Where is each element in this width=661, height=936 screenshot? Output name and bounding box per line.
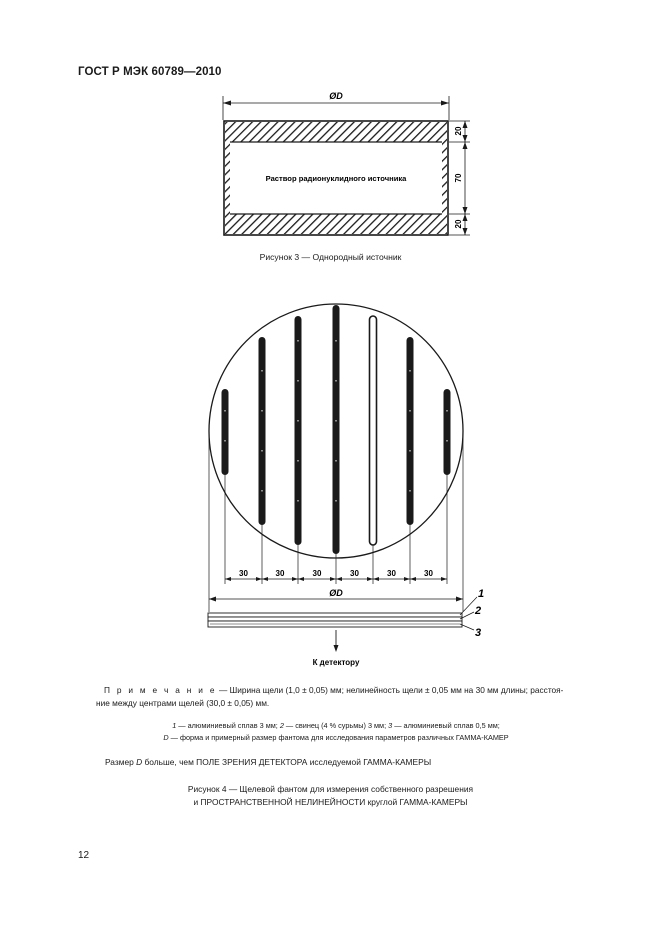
- layer-1: [208, 613, 462, 617]
- phantom-diameter-label: ØD: [329, 588, 343, 598]
- figure-4-slit-phantom: [0, 280, 661, 675]
- size-statement: [105, 757, 431, 767]
- slit-6: [407, 337, 414, 525]
- slit-3: [295, 316, 302, 545]
- detector-arrow: [313, 630, 360, 667]
- slit-4: [333, 305, 340, 554]
- note-text-1: — Ширина щели (1,0 ± 0,05) мм; нелинейность щели ± 0,05 мм на 30 мм длины; расстоя-: [216, 685, 564, 695]
- legend-n2: 2: [279, 721, 284, 730]
- legend-n3: 3: [388, 721, 393, 730]
- caption-line-2: и ПРОСТРАНСТВЕННОЙ НЕЛИНЕЙНОСТИ круглой ГАММА-КАМЕРЫ: [193, 796, 468, 807]
- spacing-label-1: 30: [239, 569, 248, 578]
- right-wall: [442, 122, 447, 234]
- phantom-diameter-dimension: [209, 588, 463, 602]
- spacing-label-5: 30: [387, 569, 396, 578]
- detector-label: К детектору: [312, 658, 360, 667]
- layer-label-3: 3: [475, 627, 482, 639]
- size-prefix: Размер: [105, 757, 137, 767]
- slit-1: [222, 389, 229, 475]
- diameter-dimension: [223, 91, 449, 120]
- slit-5: [370, 316, 377, 545]
- figure-4-note: [96, 684, 614, 709]
- size-d: D: [136, 757, 143, 767]
- slit-7: [444, 389, 451, 475]
- legend-n1: 1: [172, 721, 177, 730]
- layer-label-2: 2: [475, 605, 482, 617]
- layer-2: [208, 617, 462, 621]
- legend-t4: — форма и примерный размер фантома для исследования параметров различных ГАММА-КАМЕР: [168, 733, 509, 742]
- legend-t2: — свинец (4 % сурьмы) 3 мм;: [283, 721, 389, 730]
- page-number: 12: [78, 850, 90, 861]
- legend-line-2: [100, 732, 572, 744]
- caption-line-1: Рисунок 4 — Щелевой фантом для измерения собственного разрешения: [187, 784, 474, 794]
- note-text-2: ние между центрами щелей (30,0 ± 0,05) мм.: [96, 697, 270, 708]
- source-solution-label: Раствор радионуклидного источника: [265, 174, 407, 183]
- spacing-label-3: 30: [312, 569, 322, 578]
- spacing-label-2: 30: [275, 569, 285, 578]
- slit-2: [259, 337, 266, 525]
- legend-t3: — алюминиевый сплав 0,5 мм;: [392, 721, 500, 730]
- diameter-label: ØD: [329, 91, 343, 101]
- figure-3-uniform-source: [0, 0, 661, 250]
- dim-middle: 70: [454, 173, 463, 183]
- height-dimensions: [449, 121, 470, 235]
- layered-plate: [208, 588, 484, 639]
- document-header: ГОСТ Р МЭК 60789—2010: [78, 66, 222, 78]
- dim-top: 20: [454, 126, 463, 136]
- figure-4-caption: [0, 783, 661, 808]
- legend-line-1: [100, 720, 572, 732]
- layer-label-1: 1: [478, 588, 485, 600]
- figure-3-caption: Рисунок 3 — Однородный источник: [259, 252, 402, 262]
- note-prefix: П р и м е ч а н и е: [104, 685, 217, 695]
- left-wall: [225, 122, 230, 234]
- spacing-label-4: 30: [350, 569, 359, 578]
- bottom-wall: [225, 214, 447, 234]
- legend-t1: — алюминиевый сплав 3 мм;: [176, 721, 280, 730]
- size-text: больше, чем ПОЛЕ ЗРЕНИЯ ДЕТЕКТОРА исследуемой ГАММА-КАМЕРЫ: [142, 757, 432, 767]
- dim-bottom: 20: [454, 219, 463, 229]
- legend-d: D: [163, 733, 169, 742]
- spacing-label-6: 30: [424, 569, 433, 578]
- top-wall: [225, 122, 447, 142]
